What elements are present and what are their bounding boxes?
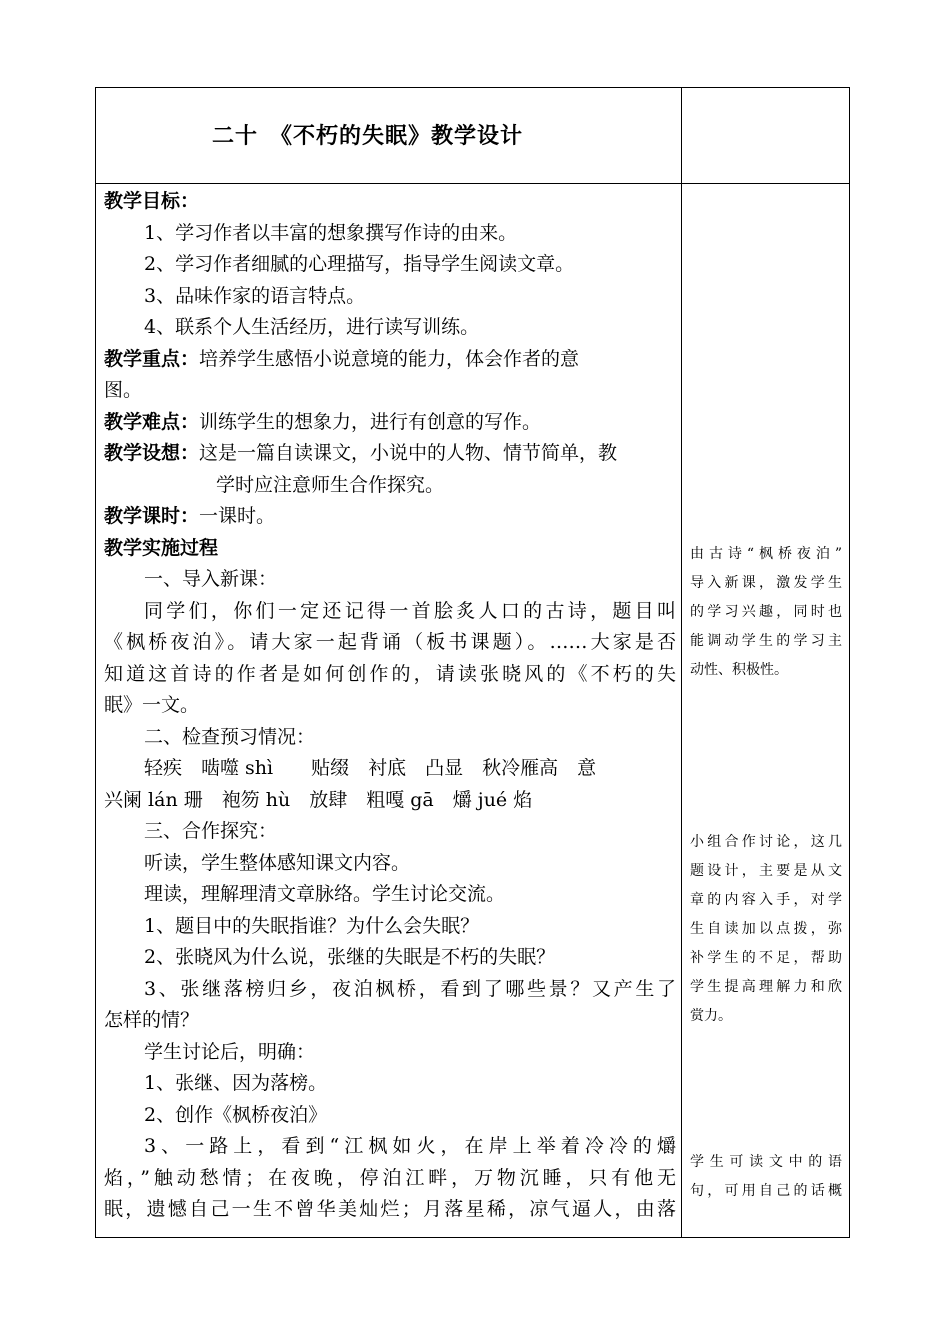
side-note-line: 导入新课，激发学生 <box>690 575 842 591</box>
paragraph-line: 同学们，你们一定还记得一首脍炙人口的古诗，题目叫 <box>144 599 676 622</box>
side-note-line: 由古诗“枫桥夜泊” <box>690 546 842 562</box>
objective-item: 4、联系个人生活经历，进行读写训练。 <box>144 316 480 338</box>
paragraph-line: 听读，学生整体感知课文内容。 <box>144 851 411 874</box>
side-note-line: 句，可用自己的话概 <box>690 1183 842 1199</box>
side-note-line: 赏力。 <box>690 1008 732 1024</box>
idea-text-cont: 学时应注意师生合作探究。 <box>216 473 445 496</box>
main-content <box>104 186 676 1226</box>
column-divider <box>681 88 682 1237</box>
side-note-line: 学生可读文中的语 <box>690 1154 842 1170</box>
difficulty-row <box>104 407 676 439</box>
question-item: 1、题目中的失眠指谁？为什么会失眠？ <box>144 914 480 937</box>
section-heading: 三、合作探究： <box>144 820 278 842</box>
difficulty-text: 训练学生的想象力，进行有创意的写作。 <box>199 410 542 433</box>
paragraph-line: 理读，理解理清文章脉络。学生讨论交流。 <box>144 883 506 905</box>
vocab-line: 兴阑 lán 珊 袍笏 hù 放肆 粗嘎 gā 爝 jué 焰 <box>104 788 533 811</box>
side-note-intro <box>690 540 842 685</box>
key-point-label: 教学重点： <box>104 347 200 370</box>
idea-row <box>104 438 676 470</box>
side-note-line: 能调动学生的学习主 <box>690 633 842 649</box>
side-note-line: 生自读加以点拨，弥 <box>690 921 842 937</box>
vocab-line: 轻疾 啮噬 shì 贴缀 衬底 凸显 秋冷雁高 意 <box>144 757 597 779</box>
paragraph-line: 学生讨论后，明确： <box>144 1040 316 1063</box>
question-item: 2、张晓风为什么说，张继的失眠是不朽的失眠？ <box>144 946 556 968</box>
page-title: 二十 《不朽的失眠》教学设计 <box>212 123 524 149</box>
side-note-line: 章的内容入手，对学 <box>690 892 842 908</box>
paragraph-line: 眠》一文。 <box>104 694 200 716</box>
section-heading: 一、导入新课： <box>144 568 278 590</box>
header-divider <box>96 183 849 184</box>
key-point-row <box>104 344 676 376</box>
answer-item-cont: 眠，遗憾自己一生不曾华美灿烂；月落星稀，凉气逼人，由落 <box>104 1198 676 1220</box>
side-note-line: 题设计，主要是从文 <box>690 863 842 879</box>
side-note-line: 学生提高理解力和欣 <box>690 979 842 995</box>
answer-item: 3、一路上，看到“江枫如火，在岸上举着冷冷的爝 <box>144 1135 676 1157</box>
answer-item: 1、张继、因为落榜。 <box>144 1072 328 1094</box>
side-note-line: 小组合作讨论，这几 <box>690 834 842 850</box>
objective-item: 2、学习作者细腻的心理描写，指导学生阅读文章。 <box>144 253 575 275</box>
side-note-line: 动性、积极性。 <box>690 662 788 678</box>
lesson-plan-table <box>95 87 850 1238</box>
idea-text: 这是一篇自读课文，小说中的人物、情节简单，教 <box>199 442 618 464</box>
process-heading: 教学实施过程 <box>104 536 219 559</box>
difficulty-label: 教学难点： <box>104 410 200 433</box>
hours-row <box>104 501 676 533</box>
side-note-discussion <box>690 828 842 1031</box>
idea-label: 教学设想： <box>104 442 200 464</box>
objective-item: 1、学习作者以丰富的想象撰写作诗的由来。 <box>144 221 518 244</box>
objectives-heading: 教学目标： <box>104 190 200 212</box>
answer-item: 2、创作《枫桥夜泊》 <box>144 1103 328 1126</box>
paragraph-line: 《枫桥夜泊》。请大家一起背诵（板书课题）。……大家是否 <box>104 631 676 653</box>
section-heading: 二、检查预习情况： <box>144 725 316 748</box>
side-note-reading <box>690 1148 842 1206</box>
side-note-line: 的学习兴趣，同时也 <box>690 604 842 620</box>
question-item: 3、张继落榜归乡，夜泊枫桥，看到了哪些景？又产生了 <box>144 977 676 1000</box>
side-note-line: 补学生的不足，帮助 <box>690 950 842 966</box>
paragraph-line: 知道这首诗的作者是如何创作的，请读张晓风的《不朽的失 <box>104 662 676 685</box>
key-point-text: 培养学生感悟小说意境的能力，体会作者的意 <box>199 347 580 370</box>
question-item-cont: 怎样的情？ <box>104 1009 200 1031</box>
answer-item-cont: 焰，”触动愁情；在夜晚，停泊江畔，万物沉睡，只有他无 <box>104 1166 676 1189</box>
key-point-text-cont: 图。 <box>104 379 143 401</box>
hours-label: 教学课时： <box>104 505 200 527</box>
hours-text: 一课时。 <box>199 505 276 527</box>
objective-item: 3、品味作家的语言特点。 <box>144 284 366 307</box>
